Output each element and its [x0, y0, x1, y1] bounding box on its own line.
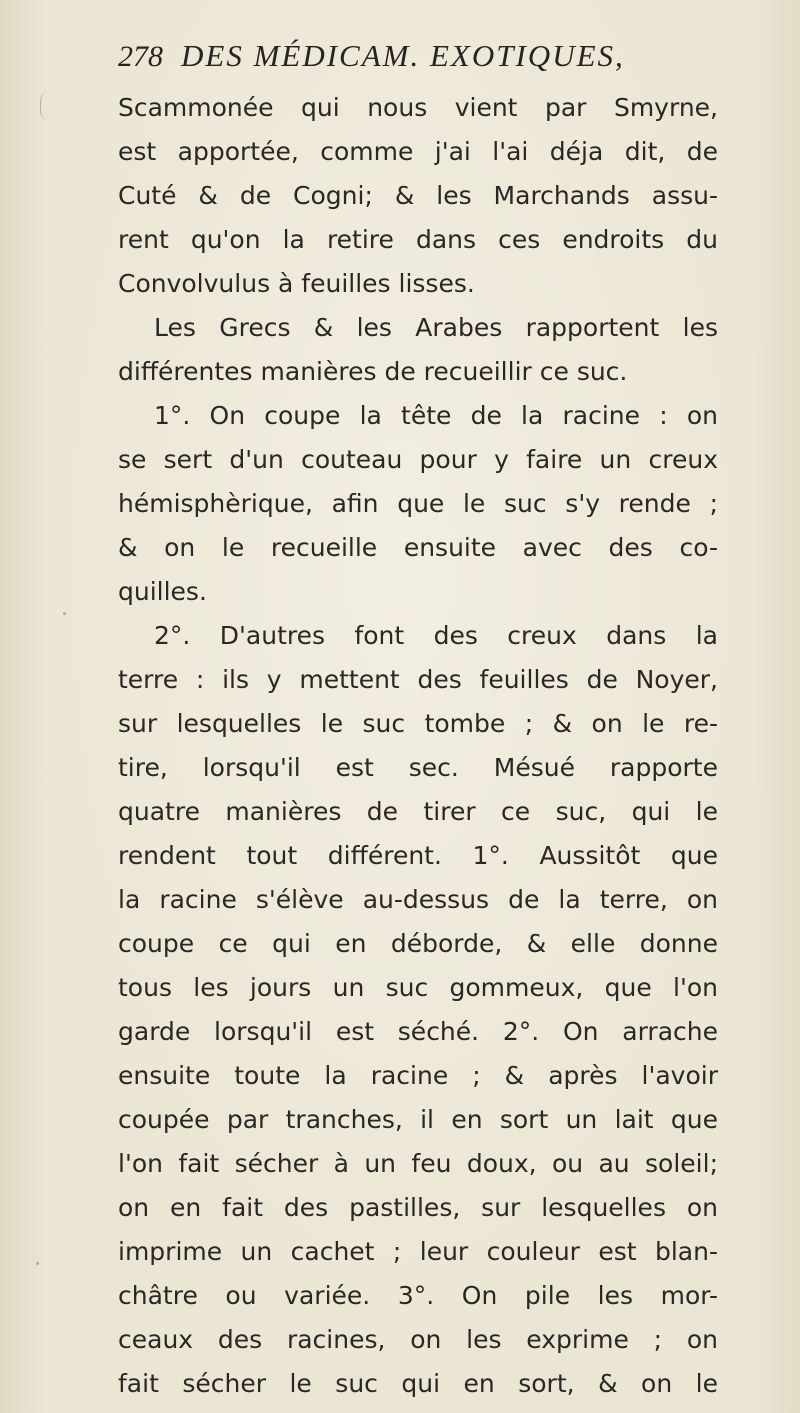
- text-line: tous les jours un suc gommeux, que l'on: [118, 973, 718, 1002]
- text-line: terre : ils y mettent des feuilles de Noyer,: [118, 665, 718, 694]
- text-line: hémisphèrique, afin que le suc s'y rende ;: [118, 489, 718, 518]
- text-line: Cuté & de Cogni; & les Marchands assu-: [118, 181, 718, 210]
- text-line: rendent tout différent. 1°. Aussitôt que: [118, 841, 718, 870]
- text-line: coupée par tranches, il en sort un lait que: [118, 1105, 718, 1134]
- text-line: on en fait des pastilles, sur lesquelles on: [118, 1193, 718, 1222]
- text-line: quilles.: [118, 577, 207, 606]
- text-line: Scammonée qui nous vient par Smyrne,: [118, 93, 718, 122]
- paper-speck: [36, 1262, 39, 1265]
- text-line: l'on fait sécher à un feu doux, ou au soleil;: [118, 1149, 718, 1178]
- text-line: rent qu'on la retire dans ces endroits du: [118, 225, 718, 254]
- text-line: sur lesquelles le suc tombe ; & on le re-: [118, 709, 718, 738]
- text-line: imprime un cachet ; leur couleur est blan-: [118, 1237, 718, 1266]
- text-line: est apportée, comme j'ai l'ai déja dit, de: [118, 137, 718, 166]
- text-line: garde lorsqu'il est séché. 2°. On arrache: [118, 1017, 718, 1046]
- text-line: coupe ce qui en déborde, & elle donne: [118, 929, 718, 958]
- text-line: différentes manières de recueillir ce suc.: [118, 357, 628, 386]
- text-line: ceaux des racines, on les exprime ; on: [118, 1325, 718, 1354]
- body-text: [118, 86, 718, 1406]
- text-line: se sert d'un couteau pour y faire un creux: [118, 445, 718, 474]
- text-line: Les Grecs & les Arabes rapportent les: [154, 313, 718, 342]
- text-line: Convolvulus à feuilles lisses.: [118, 269, 475, 298]
- paper-speck: [63, 612, 66, 615]
- text-line: 2°. D'autres font des creux dans la: [154, 621, 718, 650]
- margin-mark: [40, 92, 55, 120]
- text-line: quatre manières de tirer ce suc, qui le: [118, 797, 718, 826]
- text-line: & on le recueille ensuite avec des co-: [118, 533, 718, 562]
- text-line: châtre ou variée. 3°. On pile les mor-: [118, 1281, 718, 1310]
- text-line: tire, lorsqu'il est sec. Mésué rapporte: [118, 753, 718, 782]
- text-line: fait sécher le suc qui en sort, & on le: [118, 1369, 718, 1398]
- page-header: [118, 38, 718, 86]
- running-head: DES MÉDICAM. EXOTIQUES,: [181, 38, 625, 73]
- text-line: ensuite toute la racine ; & après l'avoir: [118, 1061, 718, 1090]
- text-line: 1°. On coupe la tête de la racine : on: [154, 401, 718, 430]
- text-line: la racine s'élève au-dessus de la terre, on: [118, 885, 718, 914]
- page-number: 278: [118, 40, 163, 73]
